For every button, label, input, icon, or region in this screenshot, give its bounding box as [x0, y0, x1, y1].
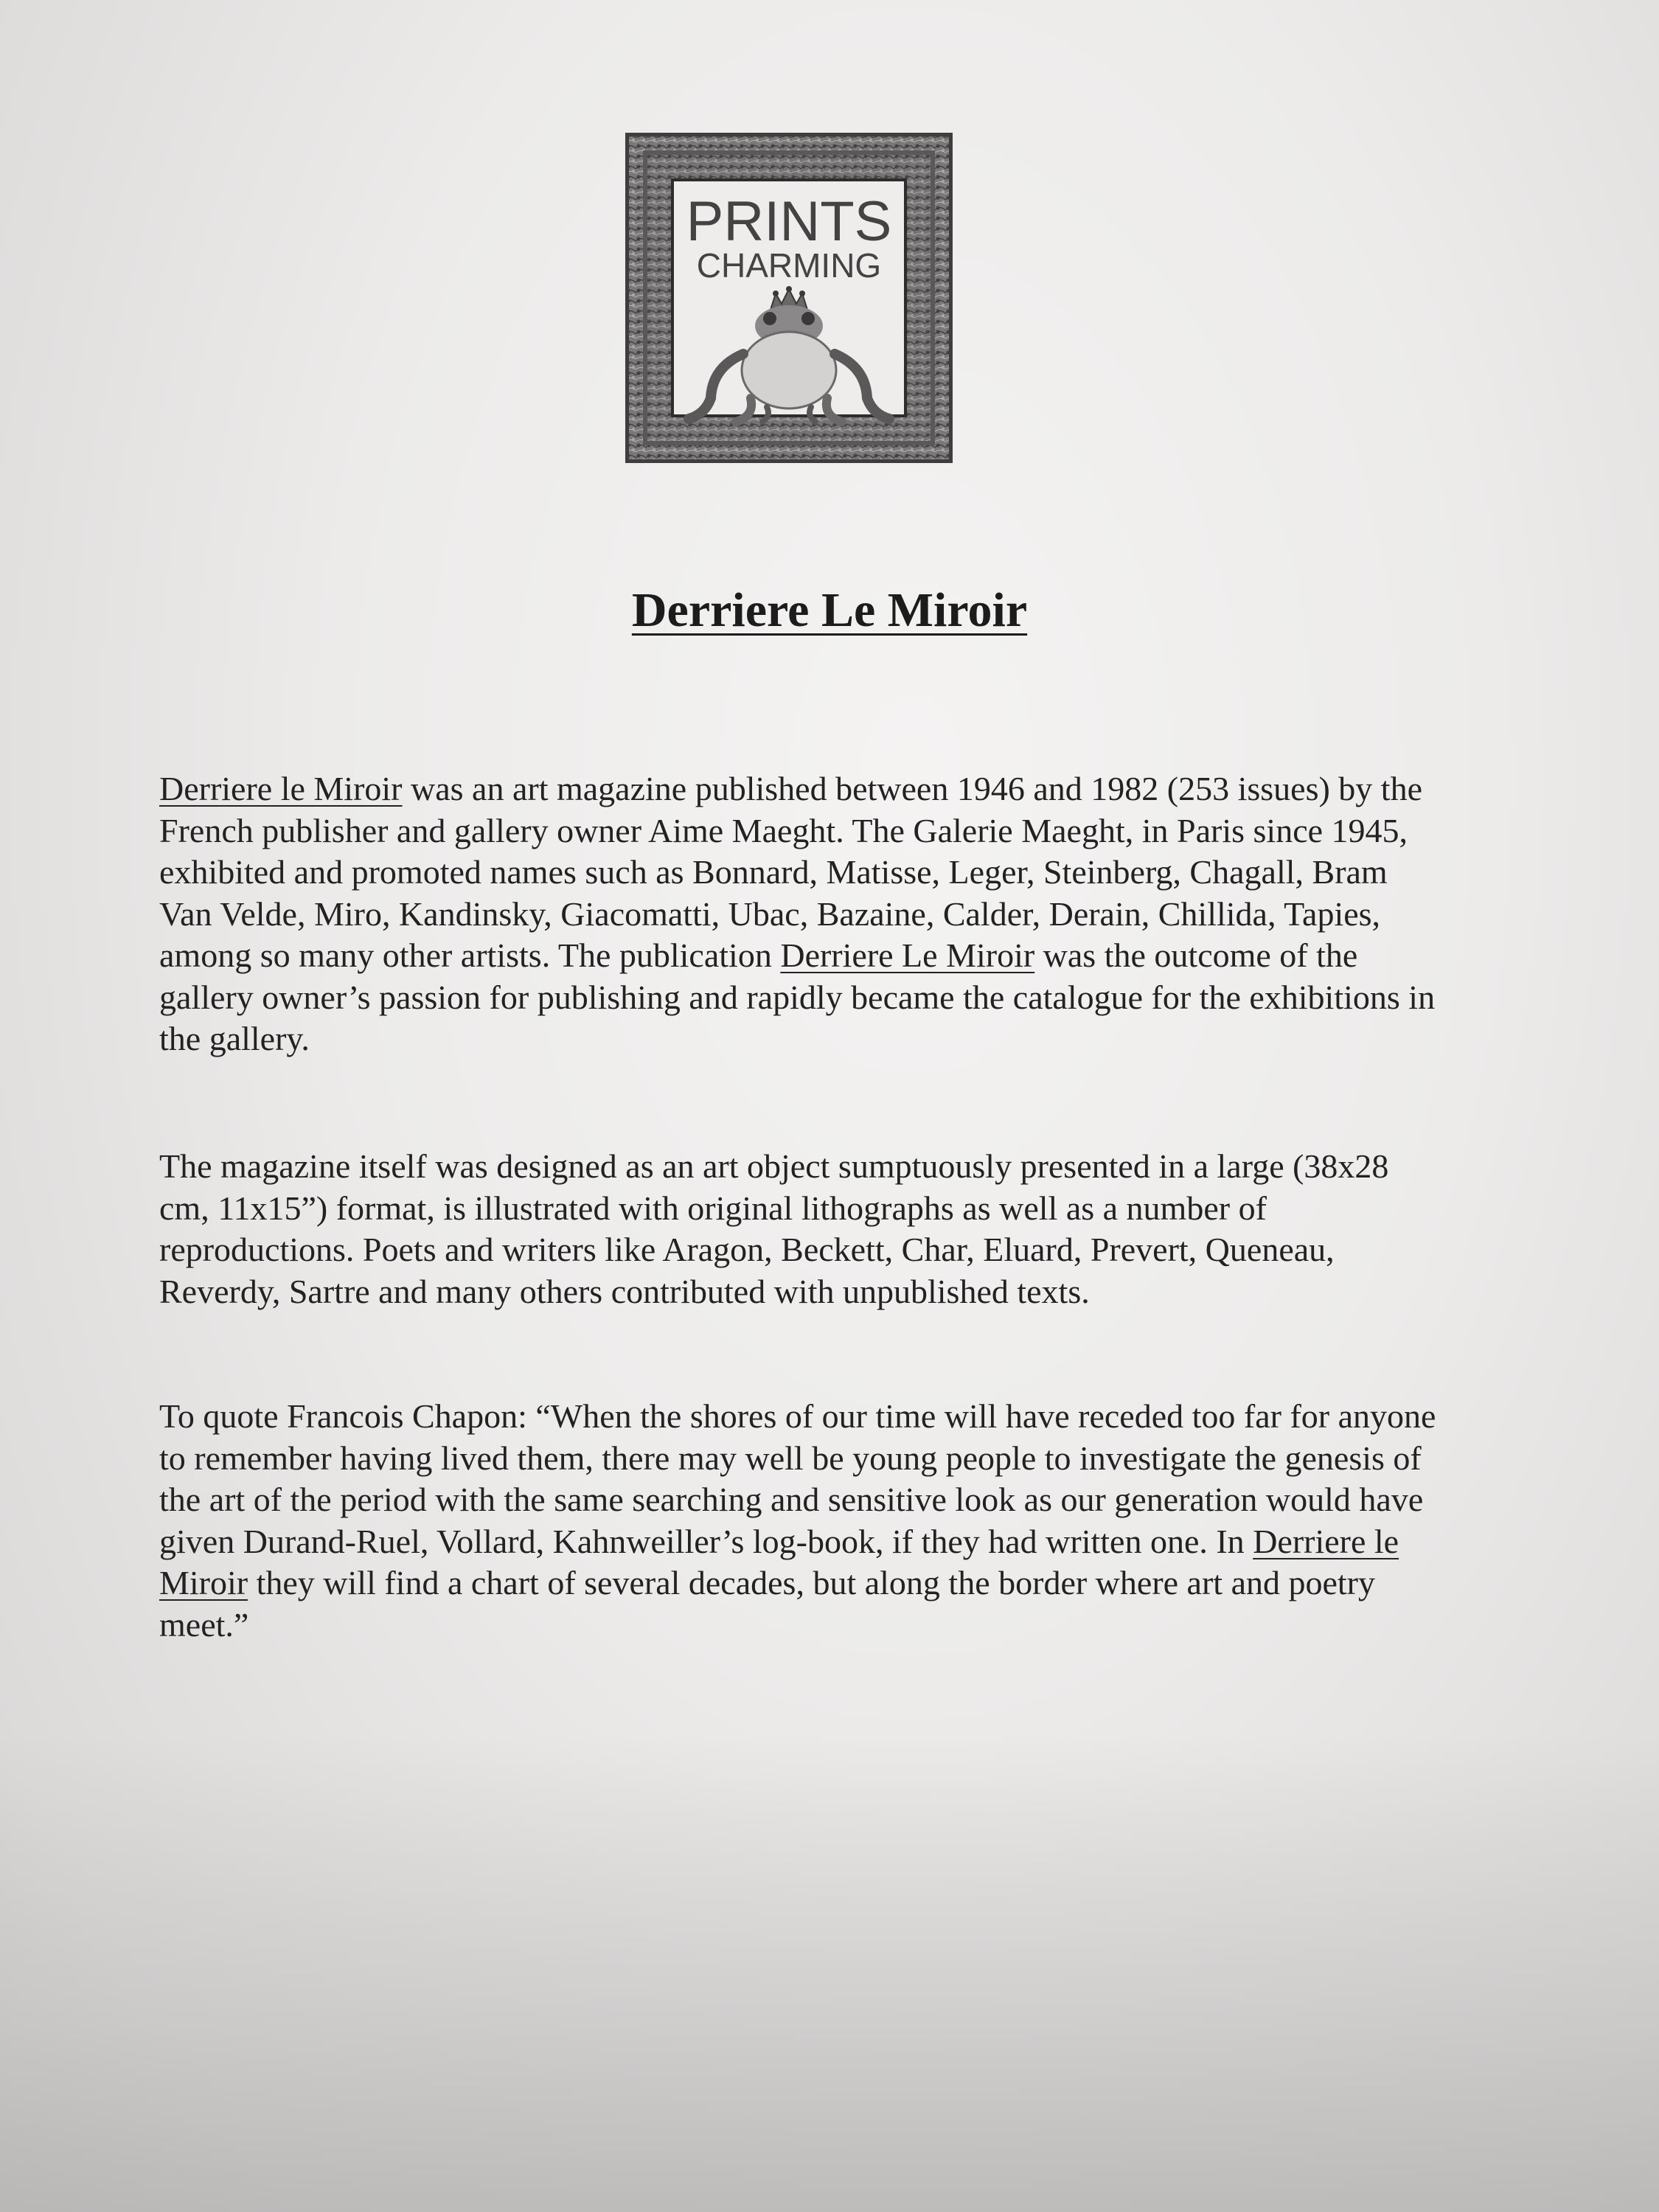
paper-shadow: [0, 1733, 1659, 2212]
magazine-title-ref: Derriere le Miroir: [159, 1522, 1399, 1601]
paragraph-quote: [159, 1396, 1442, 1646]
paragraph-intro: [159, 768, 1442, 1060]
logo-prints-text: PRINTS: [686, 190, 892, 253]
page-title-text: Derriere Le Miroir: [631, 583, 1028, 637]
quote-text-part1: To quote Francois Chapon: “When the shores of our time will have receded too far for anyone to remember having lived them, there may well be young people to investigate the genesis of the art of the period with the same searching and sensitive look as our generation would have given Durand-Ruel, Vollard, Kahnweiller’s log-book, if they had written one. In: [159, 1397, 1436, 1560]
intro-text-part2: was the outcome of the gallery owner’s passion for publishing and rapidly became the catalogue for the exhibitions in the gallery.: [159, 936, 1436, 1057]
magazine-title-ref: Derriere Le Miroir: [780, 936, 1035, 974]
prints-charming-logo: [625, 133, 953, 463]
logo-charming-text: CHARMING: [696, 246, 882, 285]
quote-text-part2: they will find a chart of several decades, but along the border where art and poetry meet.”: [159, 1564, 1376, 1644]
page-title: [0, 582, 1659, 639]
paragraph-format: [159, 1146, 1442, 1312]
intro-text-part1: was an art magazine published between 1946 and 1982 (253 issues) by the French publisher and gallery owner Aime Maeght. The Galerie Maeght, in Paris since 1945, exhibited and promoted names such as Bonnard, Matisse, Leger, Steinberg, Chagall, Bram Van Velde, Miro, Kandinsky, Giacomatti, Ubac, Bazaine, Calder, Derain, Chillida, Tapies, among so many other artists. The publication: [159, 770, 1422, 974]
format-text: The magazine itself was designed as an art object sumptuously presented in a large (38x28 cm, 11x15”) format, is illustrated with original lithographs as well as a number of reproductions. Poets and writers like Aragon, Beckett, Char, Eluard, Prevert, Queneau, Reverdy, Sartre and many others contributed with unpublished texts.: [159, 1147, 1389, 1310]
magazine-title-ref: Derriere le Miroir: [159, 770, 403, 807]
